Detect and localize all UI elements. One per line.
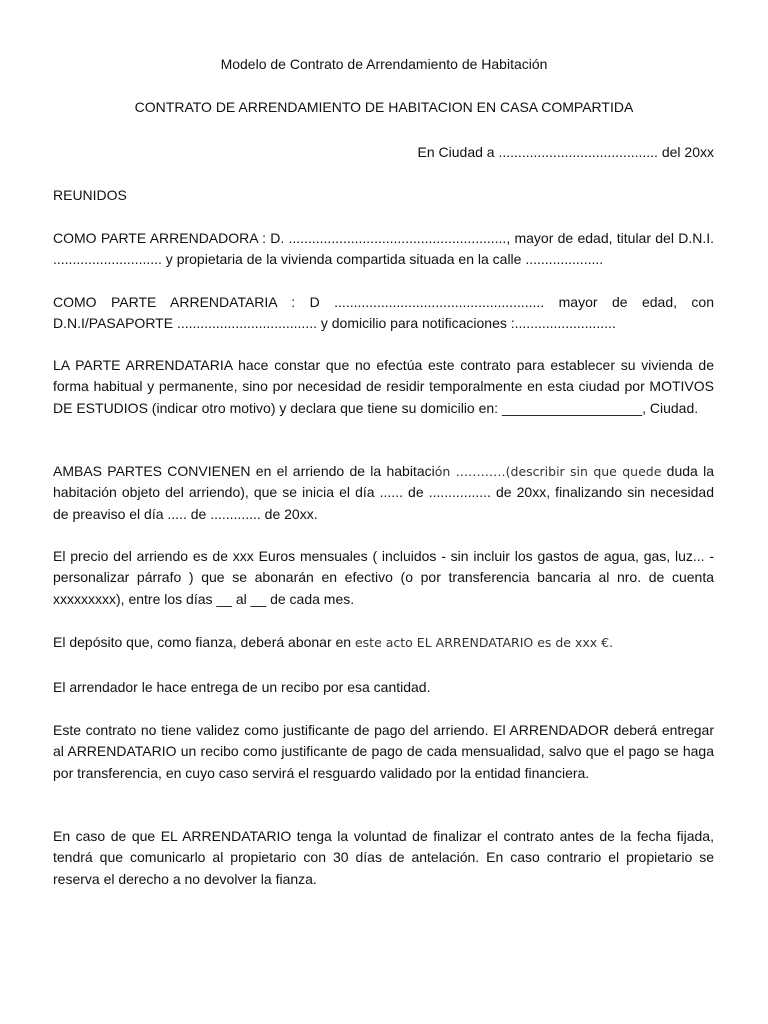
validez-paragraph: Este contrato no tiene validez como justificante de pago del arriendo. El ARRENDADOR deberá entregar al ARRENDATARIO un recibo como justificante de pago de cada mensualidad, salvo que el pago se haga por transferencia, en cuyo caso servirá el resguardo validado por la entidad financiera. — [53, 722, 714, 781]
deposito-text-start: El depósito que, como fianza, deberá abonar en — [53, 634, 355, 650]
deposito-text-amount: este acto EL ARRENDATARIO es de xxx €. — [354, 635, 614, 650]
arrendadora-paragraph: COMO PARTE ARRENDADORA : D. ........................................................, mayor de edad, titular del D.N.I. ............................ y propietaria de la vivienda compartida situada en la calle .................... — [53, 230, 714, 268]
convienen-text-description: ón …………(describir sin que quede — [434, 464, 662, 479]
document-title: CONTRATO DE ARRENDAMIENTO DE HABITACION EN CASA COMPARTIDA — [134, 99, 634, 115]
reunidos-heading: REUNIDOS — [53, 187, 127, 203]
convienen-text-end: duda la habitación objeto del arriendo), que se inicia el día ...... de ................ de 20xx, finalizando sin necesidad de preaviso el día ..... de ............. de 20xx. — [53, 463, 714, 522]
convienen-paragraph — [53, 461, 714, 525]
convienen-text-start: AMBAS PARTES CONVIENEN en el arriendo de la habitaci — [53, 463, 435, 479]
finalizar-paragraph: En caso de que EL ARRENDATARIO tenga la voluntad de finalizar el contrato antes de la fecha fijada, tendrá que comunicarlo al propietario con 30 días de antelación. En caso contrario el propietario se reserva el derecho a no devolver la fianza. — [53, 828, 714, 887]
recibo-paragraph: El arrendador le hace entrega de un recibo por esa cantidad. — [53, 679, 431, 695]
precio-paragraph: El precio del arriendo es de xxx Euros mensuales ( incluidos - sin incluir los gastos de agua, gas, luz... - personalizar párrafo ) que se abonarán en efectivo (o por transferencia bancaria al nro. de cuenta xxxxxxxxx), entre los días __ al __ de cada mes. — [53, 548, 714, 607]
arrendataria-paragraph: COMO PARTE ARRENDATARIA : D ...................................................... mayor de edad, con D.N.I/PASAPORTE .................................... y domicilio para notificaciones :.......................... — [53, 294, 714, 332]
declaracion-paragraph: LA PARTE ARRENDATARIA hace constar que no efectúa este contrato para establecer su vivienda de forma habitual y permanente, sino por necesidad de residir temporalmente en esta ciudad por MOTIVOS DE ESTUDIOS (indicar otro motivo) y declara que tiene su domicilio en: __________________, Ciudad. — [53, 357, 714, 416]
document-header: Modelo de Contrato de Arrendamiento de Habitación — [220, 56, 548, 72]
deposito-paragraph — [53, 632, 714, 653]
place-date-line: En Ciudad a ......................................... del 20xx — [417, 144, 714, 160]
